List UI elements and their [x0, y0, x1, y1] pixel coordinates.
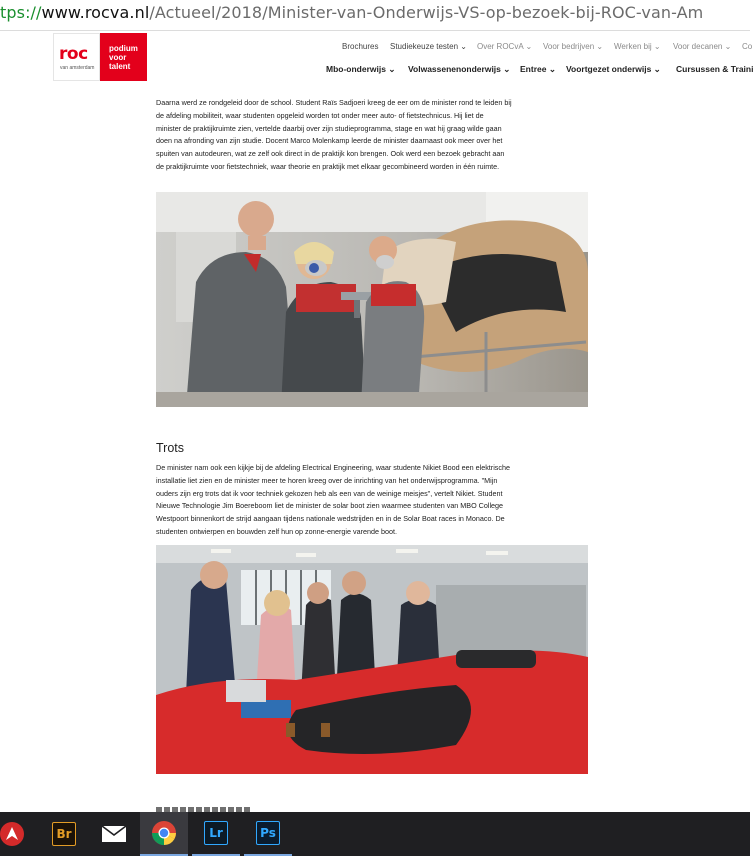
paragraph-line: Daarna werd ze rondgeleid door de school. Student Raïs Sadjoeri kreeg de eer om de minister rond te leiden bij: [156, 98, 512, 107]
nav-over-rocva[interactable]: Over ROCvA ⌄: [477, 42, 533, 51]
site-header: [0, 31, 753, 86]
paragraph-line: de afdeling mobiliteit, waar studenten opgeleid worden tot onder meer auto- of fietstechnicus. Hij liet de: [156, 110, 484, 120]
windows-taskbar: [0, 812, 750, 856]
mail-icon: [101, 825, 127, 843]
nav-voortgezet-onderwijs[interactable]: Voortgezet onderwijs ⌄: [566, 64, 661, 74]
address-bar[interactable]: [0, 0, 750, 31]
article-photo-solar-boat: [156, 545, 588, 774]
pen-tool-icon: [0, 821, 25, 847]
taskbar-photoshop-app[interactable]: [244, 812, 292, 856]
taskbar-chrome-app[interactable]: [140, 812, 188, 856]
photoshop-icon: Ps: [256, 821, 280, 845]
nav-contact[interactable]: Co: [742, 42, 753, 51]
bridge-icon: Br: [52, 822, 76, 846]
tagline-line: talent: [109, 62, 131, 71]
nav-studiekeuze-testen[interactable]: Studiekeuze testen ⌄: [390, 42, 467, 51]
url-text[interactable]: [0, 3, 703, 22]
paragraph-line: studenten ontwierpen en bouwden zelf hun op zonne-energie varende boot.: [156, 526, 397, 536]
solar-boat-photo: [156, 545, 588, 774]
logo-subtext: van amsterdam: [60, 65, 95, 71]
nav-voor-bedrijven[interactable]: Voor bedrijven ⌄: [543, 42, 604, 51]
taskbar-bridge-app[interactable]: [40, 812, 88, 856]
nav-werken-bij[interactable]: Werken bij ⌄: [614, 42, 661, 51]
paragraph-line: ouders zijn erg trots dat ik voor techniek gekozen heb als een van de weinige meisjes", vertelt Nikiet. Student: [156, 488, 503, 498]
url-scheme: tps://: [0, 3, 42, 22]
url-host: www.rocva.nl: [41, 3, 150, 22]
nav-entree[interactable]: Entree ⌄: [520, 64, 556, 74]
tagline-line: voor: [109, 53, 127, 62]
paragraph-line: minister de praktijkruimte zien, vertelde daarbij over zijn studieprogramma, stage en wat hij graag wilde gaan: [156, 123, 502, 133]
paragraph-line: Nieuwe Technologie Jim Boereboom liet de minister de solar boot zien waarmee studenten van MBO College: [156, 501, 504, 511]
taskbar-lightroom-app[interactable]: [192, 812, 240, 856]
site-logo[interactable]: [53, 33, 147, 81]
spray-painting-photo: [156, 192, 588, 407]
paragraph-line: De minister nam ook een kijkje bij de afdeling Electrical Engineering, waar studente Nikiet Bood een elektrische: [156, 463, 510, 472]
article-paragraph: [156, 462, 588, 539]
lightroom-icon: Lr: [204, 821, 228, 845]
paragraph-line: de praktijkruimte voor fietstechniek, waar theorie en praktijk met elkaar gecombineerd worden in één ruimte.: [156, 161, 500, 171]
roc-logo-mark: [53, 33, 100, 81]
tagline-line: podium: [109, 44, 138, 53]
nav-voor-decanen[interactable]: Voor decanen ⌄: [673, 42, 732, 51]
chrome-icon: [151, 820, 177, 846]
paragraph-line: spuiten van autodeuren, wat ze zelf ook direct in de praktijk kon brengen. Ook werd een bezoek gebracht aan: [156, 149, 505, 159]
paragraph-line: Westpoort binnenkort de strijd aangaan tijdens nationale wedstrijden en in de Solar Boat races in Monaco. De: [156, 514, 505, 524]
paragraph-line: doen na afronding van zijn studie. Docent Marco Molenkamp leerde de minister daarnaast ook meer over het: [156, 136, 503, 146]
taskbar-pen-tool-app[interactable]: [0, 812, 36, 856]
logo-tagline: [100, 33, 147, 81]
article-paragraph: [156, 97, 588, 174]
taskbar-mail-app[interactable]: [90, 812, 138, 856]
article-photo-spray-painting: [156, 192, 588, 407]
url-path: /Actueel/2018/Minister-van-Onderwijs-VS-op-bezoek-bij-ROC-van-Am: [149, 3, 704, 22]
nav-mbo-onderwijs[interactable]: Mbo-onderwijs ⌄: [326, 64, 396, 74]
paragraph-line: installatie liet zien en de minister meer te horen kreeg over de inrichting van het onderwijsprogramma. "Mijn: [156, 475, 498, 485]
nav-brochures[interactable]: Brochures: [342, 42, 379, 51]
nav-cursussen-trainingen[interactable]: Cursussen & Traini: [676, 64, 753, 74]
nav-volwassenenonderwijs[interactable]: Volwassenenonderwijs ⌄: [408, 64, 511, 74]
logo-text: roc: [59, 44, 88, 64]
next-heading-partial: [156, 803, 256, 812]
section-heading-trots: Trots: [156, 441, 185, 455]
